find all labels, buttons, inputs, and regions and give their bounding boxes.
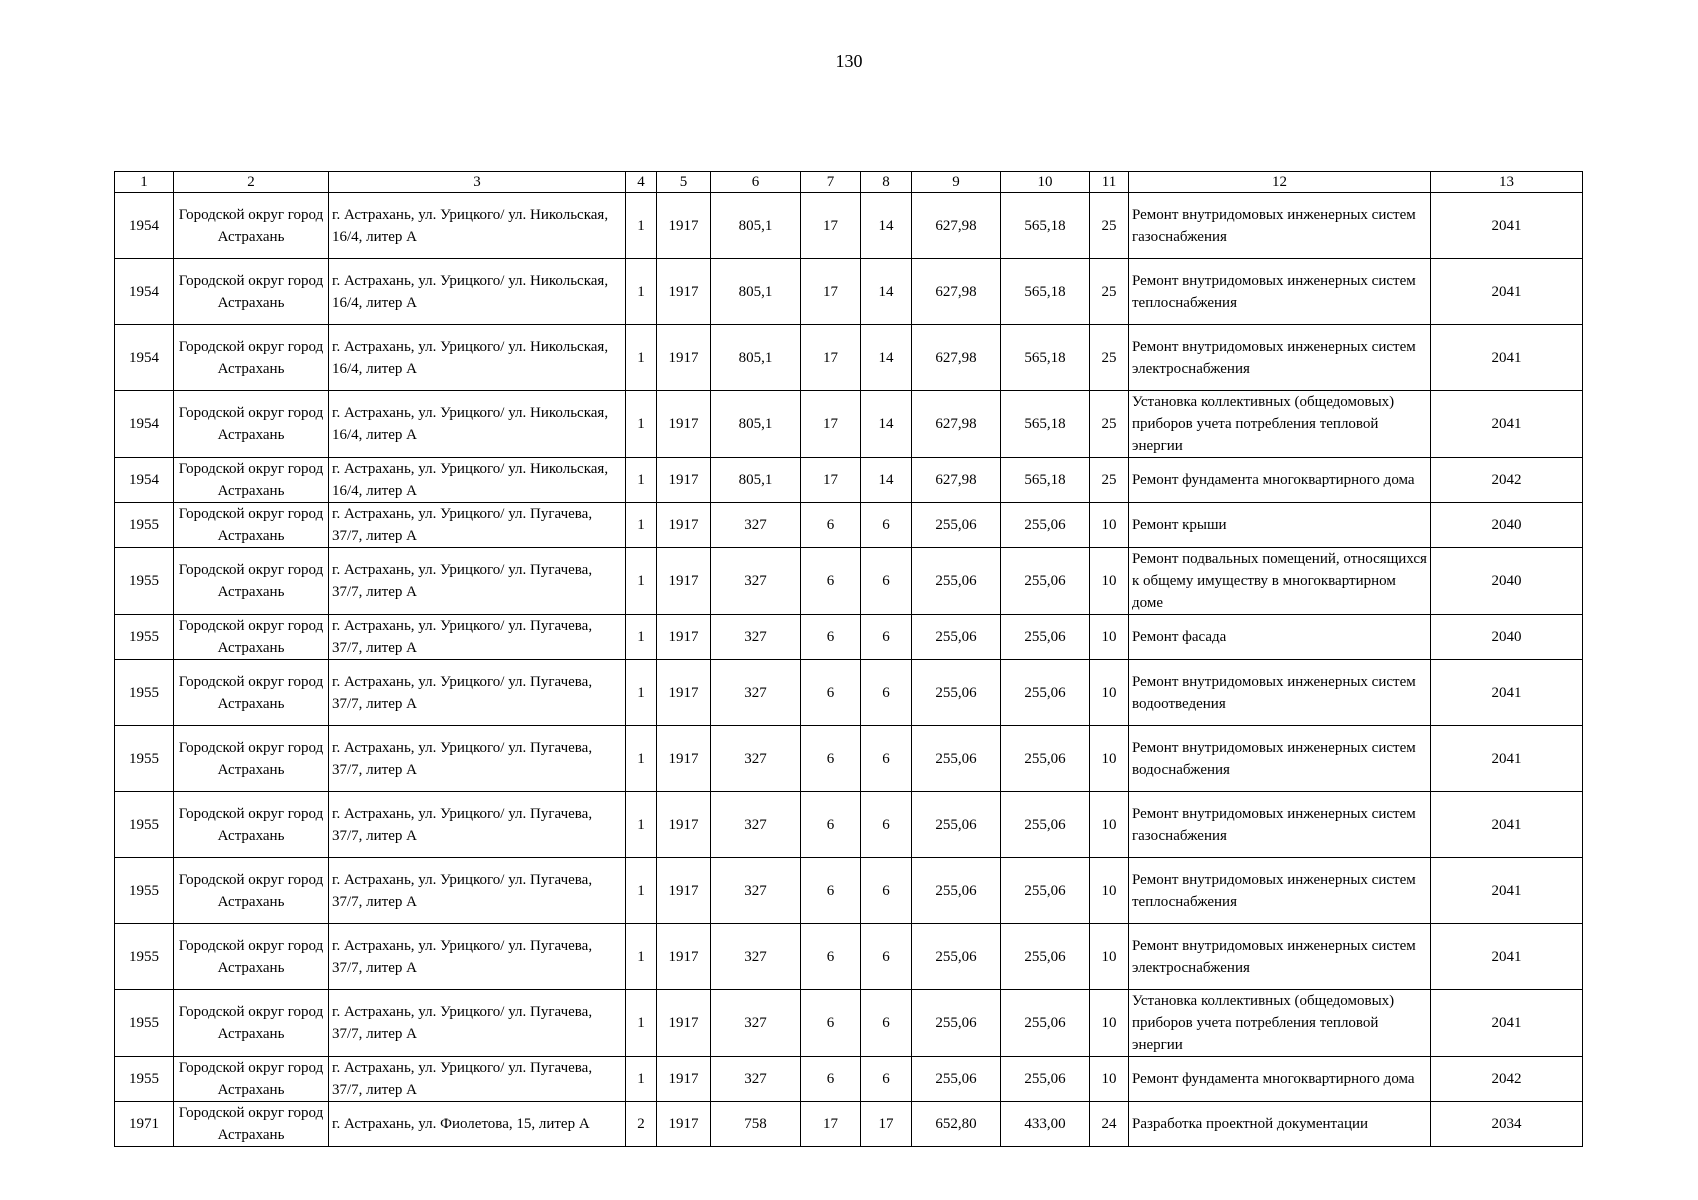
column-11-cell: 24 <box>1090 1102 1129 1147</box>
work-type-cell: Ремонт внутридомовых инженерных систем теплоснабжения <box>1129 259 1431 325</box>
page-number: 130 <box>835 51 863 71</box>
planned-year-cell: 2042 <box>1431 1057 1583 1102</box>
address-cell: г. Астрахань, ул. Урицкого/ ул. Пугачева, 37/7, литер А <box>329 615 626 660</box>
column-11-cell: 10 <box>1090 990 1129 1057</box>
column-11-cell: 10 <box>1090 858 1129 924</box>
table-row <box>115 548 1583 615</box>
planned-year-cell: 2041 <box>1431 660 1583 726</box>
column-7-cell: 6 <box>801 924 861 990</box>
column-7-cell: 17 <box>801 259 861 325</box>
column-7-cell: 6 <box>801 1057 861 1102</box>
column-9-cell: 627,98 <box>912 458 1001 503</box>
column-10-cell: 565,18 <box>1001 325 1090 391</box>
column-10-cell: 565,18 <box>1001 458 1090 503</box>
row-number-cell: 1955 <box>115 615 174 660</box>
table-row <box>115 503 1583 548</box>
work-type-cell: Ремонт подвальных помещений, относящихся к общему имуществу в многоквартирном доме <box>1129 548 1431 615</box>
district-cell: Городской округ город Астрахань <box>174 726 329 792</box>
row-number-cell: 1955 <box>115 548 174 615</box>
column-10-cell: 255,06 <box>1001 726 1090 792</box>
column-header: 9 <box>912 172 1001 193</box>
column-9-cell: 255,06 <box>912 726 1001 792</box>
column-10-cell: 255,06 <box>1001 615 1090 660</box>
column-5-cell: 1917 <box>657 325 711 391</box>
planned-year-cell: 2041 <box>1431 391 1583 458</box>
column-11-cell: 10 <box>1090 615 1129 660</box>
column-7-cell: 6 <box>801 792 861 858</box>
row-number-cell: 1955 <box>115 924 174 990</box>
column-8-cell: 6 <box>861 503 912 548</box>
district-cell: Городской округ город Астрахань <box>174 990 329 1057</box>
district-cell: Городской округ город Астрахань <box>174 503 329 548</box>
column-10-cell: 565,18 <box>1001 259 1090 325</box>
table-row <box>115 458 1583 503</box>
row-number-cell: 1955 <box>115 726 174 792</box>
column-4-cell: 1 <box>626 548 657 615</box>
column-8-cell: 6 <box>861 990 912 1057</box>
table-row <box>115 792 1583 858</box>
planned-year-cell: 2041 <box>1431 193 1583 259</box>
column-5-cell: 1917 <box>657 259 711 325</box>
district-cell: Городской округ город Астрахань <box>174 615 329 660</box>
column-6-cell: 805,1 <box>711 458 801 503</box>
column-9-cell: 652,80 <box>912 1102 1001 1147</box>
column-7-cell: 6 <box>801 548 861 615</box>
address-cell: г. Астрахань, ул. Фиолетова, 15, литер А <box>329 1102 626 1147</box>
column-4-cell: 1 <box>626 615 657 660</box>
column-9-cell: 255,06 <box>912 548 1001 615</box>
address-cell: г. Астрахань, ул. Урицкого/ ул. Пугачева, 37/7, литер А <box>329 924 626 990</box>
row-number-cell: 1955 <box>115 503 174 548</box>
work-type-cell: Ремонт фундамента многоквартирного дома <box>1129 1057 1431 1102</box>
table-row <box>115 391 1583 458</box>
work-type-cell: Ремонт внутридомовых инженерных систем газоснабжения <box>1129 792 1431 858</box>
column-10-cell: 255,06 <box>1001 1057 1090 1102</box>
column-6-cell: 327 <box>711 726 801 792</box>
row-number-cell: 1971 <box>115 1102 174 1147</box>
column-5-cell: 1917 <box>657 548 711 615</box>
column-4-cell: 1 <box>626 193 657 259</box>
column-10-cell: 255,06 <box>1001 503 1090 548</box>
address-cell: г. Астрахань, ул. Урицкого/ ул. Никольская, 16/4, литер А <box>329 458 626 503</box>
column-11-cell: 25 <box>1090 259 1129 325</box>
work-type-cell: Установка коллективных (общедомовых) приборов учета потребления тепловой энергии <box>1129 391 1431 458</box>
address-cell: г. Астрахань, ул. Урицкого/ ул. Пугачева, 37/7, литер А <box>329 660 626 726</box>
column-8-cell: 14 <box>861 259 912 325</box>
column-header: 6 <box>711 172 801 193</box>
work-type-cell: Ремонт крыши <box>1129 503 1431 548</box>
district-cell: Городской округ город Астрахань <box>174 858 329 924</box>
row-number-cell: 1954 <box>115 325 174 391</box>
column-11-cell: 10 <box>1090 726 1129 792</box>
column-7-cell: 6 <box>801 503 861 548</box>
column-7-cell: 6 <box>801 990 861 1057</box>
address-cell: г. Астрахань, ул. Урицкого/ ул. Пугачева, 37/7, литер А <box>329 792 626 858</box>
column-11-cell: 10 <box>1090 1057 1129 1102</box>
planned-year-cell: 2041 <box>1431 990 1583 1057</box>
table-row <box>115 325 1583 391</box>
column-11-cell: 25 <box>1090 391 1129 458</box>
table-row <box>115 990 1583 1057</box>
column-11-cell: 10 <box>1090 503 1129 548</box>
work-type-cell: Разработка проектной документации <box>1129 1102 1431 1147</box>
district-cell: Городской округ город Астрахань <box>174 1057 329 1102</box>
row-number-cell: 1954 <box>115 193 174 259</box>
column-4-cell: 1 <box>626 325 657 391</box>
column-8-cell: 14 <box>861 458 912 503</box>
column-5-cell: 1917 <box>657 726 711 792</box>
column-6-cell: 327 <box>711 503 801 548</box>
column-4-cell: 1 <box>626 792 657 858</box>
district-cell: Городской округ город Астрахань <box>174 391 329 458</box>
planned-year-cell: 2040 <box>1431 615 1583 660</box>
planned-year-cell: 2041 <box>1431 792 1583 858</box>
column-header: 7 <box>801 172 861 193</box>
table-row <box>115 193 1583 259</box>
column-6-cell: 327 <box>711 990 801 1057</box>
column-4-cell: 1 <box>626 1057 657 1102</box>
column-11-cell: 10 <box>1090 548 1129 615</box>
column-8-cell: 14 <box>861 325 912 391</box>
district-cell: Городской округ город Астрахань <box>174 193 329 259</box>
column-6-cell: 805,1 <box>711 325 801 391</box>
work-type-cell: Установка коллективных (общедомовых) приборов учета потребления тепловой энергии <box>1129 990 1431 1057</box>
column-4-cell: 1 <box>626 391 657 458</box>
row-number-cell: 1954 <box>115 458 174 503</box>
planned-year-cell: 2041 <box>1431 924 1583 990</box>
column-10-cell: 255,06 <box>1001 548 1090 615</box>
planned-year-cell: 2041 <box>1431 325 1583 391</box>
district-cell: Городской округ город Астрахань <box>174 924 329 990</box>
column-9-cell: 627,98 <box>912 325 1001 391</box>
column-7-cell: 17 <box>801 391 861 458</box>
column-9-cell: 627,98 <box>912 259 1001 325</box>
address-cell: г. Астрахань, ул. Урицкого/ ул. Пугачева, 37/7, литер А <box>329 726 626 792</box>
column-number-row <box>115 172 1583 193</box>
row-number-cell: 1955 <box>115 660 174 726</box>
column-4-cell: 1 <box>626 503 657 548</box>
table-row <box>115 259 1583 325</box>
address-cell: г. Астрахань, ул. Урицкого/ ул. Никольская, 16/4, литер А <box>329 259 626 325</box>
column-4-cell: 1 <box>626 726 657 792</box>
column-6-cell: 327 <box>711 615 801 660</box>
column-6-cell: 805,1 <box>711 391 801 458</box>
column-header: 5 <box>657 172 711 193</box>
address-cell: г. Астрахань, ул. Урицкого/ ул. Никольская, 16/4, литер А <box>329 193 626 259</box>
address-cell: г. Астрахань, ул. Урицкого/ ул. Пугачева, 37/7, литер А <box>329 858 626 924</box>
column-7-cell: 17 <box>801 458 861 503</box>
column-10-cell: 255,06 <box>1001 990 1090 1057</box>
column-10-cell: 565,18 <box>1001 391 1090 458</box>
column-10-cell: 255,06 <box>1001 660 1090 726</box>
column-11-cell: 10 <box>1090 924 1129 990</box>
planned-year-cell: 2040 <box>1431 548 1583 615</box>
row-number-cell: 1955 <box>115 792 174 858</box>
column-8-cell: 14 <box>861 391 912 458</box>
district-cell: Городской округ город Астрахань <box>174 325 329 391</box>
address-cell: г. Астрахань, ул. Урицкого/ ул. Пугачева, 37/7, литер А <box>329 990 626 1057</box>
column-header: 4 <box>626 172 657 193</box>
column-6-cell: 758 <box>711 1102 801 1147</box>
column-header: 12 <box>1129 172 1431 193</box>
column-6-cell: 327 <box>711 792 801 858</box>
column-9-cell: 255,06 <box>912 858 1001 924</box>
column-7-cell: 6 <box>801 660 861 726</box>
column-5-cell: 1917 <box>657 924 711 990</box>
column-11-cell: 10 <box>1090 792 1129 858</box>
table-row <box>115 1057 1583 1102</box>
row-number-cell: 1955 <box>115 1057 174 1102</box>
column-8-cell: 14 <box>861 193 912 259</box>
capital-repair-table <box>114 171 1583 1147</box>
table-row <box>115 924 1583 990</box>
work-type-cell: Ремонт внутридомовых инженерных систем электроснабжения <box>1129 325 1431 391</box>
district-cell: Городской округ город Астрахань <box>174 1102 329 1147</box>
column-5-cell: 1917 <box>657 193 711 259</box>
work-type-cell: Ремонт фасада <box>1129 615 1431 660</box>
column-4-cell: 1 <box>626 858 657 924</box>
column-8-cell: 6 <box>861 660 912 726</box>
work-type-cell: Ремонт внутридомовых инженерных систем водоотведения <box>1129 660 1431 726</box>
column-10-cell: 255,06 <box>1001 792 1090 858</box>
column-5-cell: 1917 <box>657 391 711 458</box>
row-number-cell: 1954 <box>115 391 174 458</box>
column-5-cell: 1917 <box>657 660 711 726</box>
district-cell: Городской округ город Астрахань <box>174 660 329 726</box>
planned-year-cell: 2034 <box>1431 1102 1583 1147</box>
planned-year-cell: 2041 <box>1431 726 1583 792</box>
work-type-cell: Ремонт внутридомовых инженерных систем газоснабжения <box>1129 193 1431 259</box>
column-8-cell: 17 <box>861 1102 912 1147</box>
column-7-cell: 17 <box>801 193 861 259</box>
column-7-cell: 17 <box>801 1102 861 1147</box>
column-6-cell: 327 <box>711 1057 801 1102</box>
address-cell: г. Астрахань, ул. Урицкого/ ул. Никольская, 16/4, литер А <box>329 391 626 458</box>
column-8-cell: 6 <box>861 792 912 858</box>
column-8-cell: 6 <box>861 615 912 660</box>
column-7-cell: 6 <box>801 858 861 924</box>
column-11-cell: 25 <box>1090 193 1129 259</box>
work-type-cell: Ремонт фундамента многоквартирного дома <box>1129 458 1431 503</box>
column-4-cell: 2 <box>626 1102 657 1147</box>
column-5-cell: 1917 <box>657 503 711 548</box>
column-11-cell: 25 <box>1090 458 1129 503</box>
planned-year-cell: 2040 <box>1431 503 1583 548</box>
address-cell: г. Астрахань, ул. Урицкого/ ул. Никольская, 16/4, литер А <box>329 325 626 391</box>
planned-year-cell: 2041 <box>1431 858 1583 924</box>
column-4-cell: 1 <box>626 924 657 990</box>
column-5-cell: 1917 <box>657 458 711 503</box>
column-10-cell: 255,06 <box>1001 924 1090 990</box>
column-header: 11 <box>1090 172 1129 193</box>
column-9-cell: 255,06 <box>912 660 1001 726</box>
column-9-cell: 255,06 <box>912 792 1001 858</box>
work-type-cell: Ремонт внутридомовых инженерных систем электроснабжения <box>1129 924 1431 990</box>
table-row <box>115 858 1583 924</box>
column-header: 3 <box>329 172 626 193</box>
column-5-cell: 1917 <box>657 858 711 924</box>
column-6-cell: 805,1 <box>711 193 801 259</box>
district-cell: Городской округ город Астрахань <box>174 458 329 503</box>
address-cell: г. Астрахань, ул. Урицкого/ ул. Пугачева, 37/7, литер А <box>329 503 626 548</box>
column-5-cell: 1917 <box>657 615 711 660</box>
table-row <box>115 1102 1583 1147</box>
column-4-cell: 1 <box>626 990 657 1057</box>
column-7-cell: 6 <box>801 726 861 792</box>
column-5-cell: 1917 <box>657 792 711 858</box>
column-9-cell: 627,98 <box>912 391 1001 458</box>
column-10-cell: 255,06 <box>1001 858 1090 924</box>
column-header: 13 <box>1431 172 1583 193</box>
work-type-cell: Ремонт внутридомовых инженерных систем водоснабжения <box>1129 726 1431 792</box>
district-cell: Городской округ город Астрахань <box>174 548 329 615</box>
column-10-cell: 433,00 <box>1001 1102 1090 1147</box>
table-row <box>115 726 1583 792</box>
column-9-cell: 255,06 <box>912 924 1001 990</box>
column-header: 10 <box>1001 172 1090 193</box>
row-number-cell: 1954 <box>115 259 174 325</box>
column-6-cell: 805,1 <box>711 259 801 325</box>
column-6-cell: 327 <box>711 924 801 990</box>
column-9-cell: 255,06 <box>912 503 1001 548</box>
column-5-cell: 1917 <box>657 1102 711 1147</box>
table-row <box>115 615 1583 660</box>
column-header: 1 <box>115 172 174 193</box>
work-type-cell: Ремонт внутридомовых инженерных систем теплоснабжения <box>1129 858 1431 924</box>
column-8-cell: 6 <box>861 858 912 924</box>
column-11-cell: 10 <box>1090 660 1129 726</box>
column-5-cell: 1917 <box>657 990 711 1057</box>
column-6-cell: 327 <box>711 660 801 726</box>
column-10-cell: 565,18 <box>1001 193 1090 259</box>
district-cell: Городской округ город Астрахань <box>174 792 329 858</box>
column-8-cell: 6 <box>861 548 912 615</box>
column-8-cell: 6 <box>861 1057 912 1102</box>
column-9-cell: 627,98 <box>912 193 1001 259</box>
address-cell: г. Астрахань, ул. Урицкого/ ул. Пугачева, 37/7, литер А <box>329 548 626 615</box>
row-number-cell: 1955 <box>115 990 174 1057</box>
planned-year-cell: 2041 <box>1431 259 1583 325</box>
table-row <box>115 660 1583 726</box>
district-cell: Городской округ город Астрахань <box>174 259 329 325</box>
column-4-cell: 1 <box>626 259 657 325</box>
column-8-cell: 6 <box>861 924 912 990</box>
column-4-cell: 1 <box>626 660 657 726</box>
planned-year-cell: 2042 <box>1431 458 1583 503</box>
column-7-cell: 6 <box>801 615 861 660</box>
column-9-cell: 255,06 <box>912 1057 1001 1102</box>
column-8-cell: 6 <box>861 726 912 792</box>
row-number-cell: 1955 <box>115 858 174 924</box>
column-11-cell: 25 <box>1090 325 1129 391</box>
column-9-cell: 255,06 <box>912 615 1001 660</box>
column-6-cell: 327 <box>711 858 801 924</box>
column-9-cell: 255,06 <box>912 990 1001 1057</box>
address-cell: г. Астрахань, ул. Урицкого/ ул. Пугачева, 37/7, литер А <box>329 1057 626 1102</box>
column-5-cell: 1917 <box>657 1057 711 1102</box>
column-7-cell: 17 <box>801 325 861 391</box>
column-header: 8 <box>861 172 912 193</box>
column-4-cell: 1 <box>626 458 657 503</box>
column-6-cell: 327 <box>711 548 801 615</box>
column-header: 2 <box>174 172 329 193</box>
